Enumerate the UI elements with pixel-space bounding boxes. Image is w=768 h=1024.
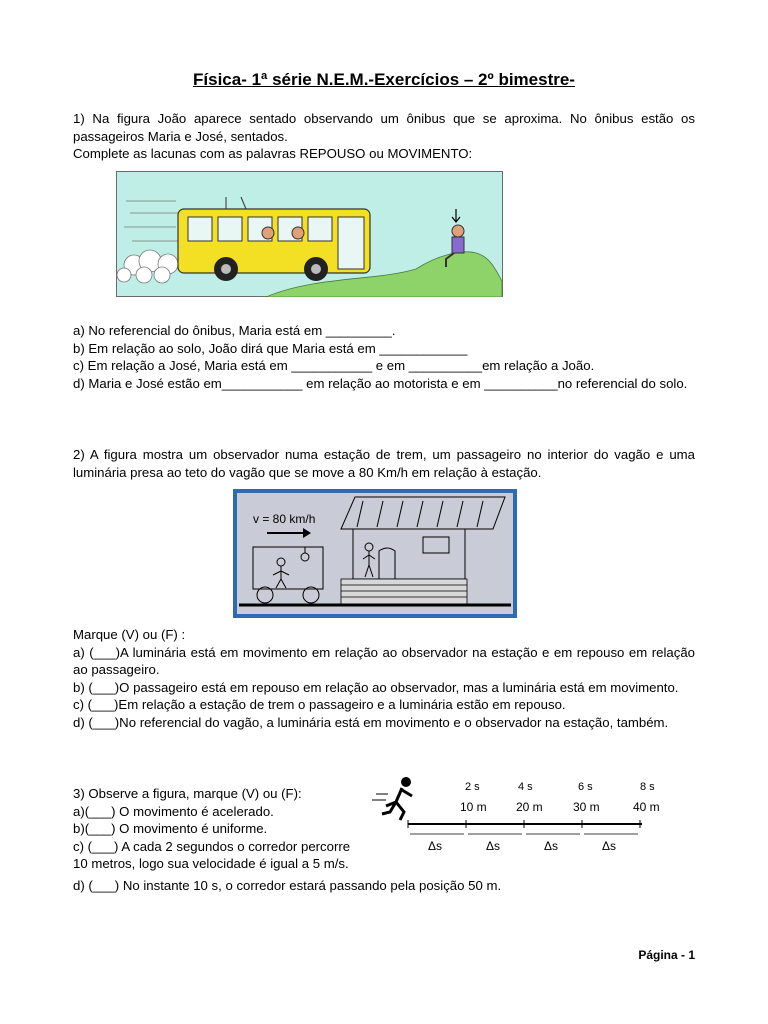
- bus: [178, 197, 370, 281]
- time-label-1: 2 s: [465, 781, 480, 793]
- time-label-4: 8 s: [640, 781, 655, 793]
- station-platform: [341, 579, 467, 605]
- q2-item-b: b) (___)O passageiro está em repouso em relação ao observador, mas a luminária está em movimento.: [73, 679, 679, 695]
- q3-item-b: b)(___) O movimento é uniforme.: [73, 821, 268, 836]
- interval-label-3: Δs: [544, 839, 559, 853]
- runner-figure: [368, 768, 684, 866]
- page-title: Física- 1ª série N.E.M.-Exercícios – 2º bimestre-: [193, 70, 575, 89]
- q2-item-d: d) (___)No referencial do vagão, a luminária está em movimento e o observador na estação, também.: [73, 714, 669, 730]
- q1-item-b: b) Em relação ao solo, João dirá que Maria está em ____________: [73, 340, 468, 356]
- position-label-4: 40 m: [633, 800, 660, 814]
- q2-item-a: a) (___)A luminária está em movimento em relação ao observador na estação e em repouso em relação ao passageiro.: [73, 644, 695, 677]
- q3-items: [73, 785, 373, 873]
- track-line: [408, 820, 642, 828]
- q1-intro: [73, 110, 695, 163]
- q3-item-d: d) (___) No instante 10 s, o corredor estará passando pela posição 50 m.: [73, 878, 502, 893]
- q3-item-d-wrap: [73, 877, 695, 895]
- runner: [372, 777, 412, 820]
- interval-label-4: Δs: [602, 839, 617, 853]
- q2-instruction: Marque (V) ou (F) :: [73, 627, 186, 642]
- position-label-1: 10 m: [460, 800, 487, 814]
- q1-instruction: Complete as lacunas com as palavras REPOUSO ou MOVIMENTO:: [73, 146, 473, 161]
- q3-item-c-cont: 10 metros, logo sua velocidade é igual a 5 m/s.: [73, 856, 349, 871]
- train-velocity-label: v = 80 km/h: [253, 512, 316, 526]
- q2-item-c: c) (___)Em relação a estação de trem o passageiro e a luminária estão em repouso.: [73, 697, 566, 712]
- q1-item-c: c) Em relação a José, Maria está em ___________ e em __________em relação a João.: [73, 358, 595, 373]
- q3-intro: 3) Observe a figura, marque (V) ou (F):: [73, 786, 302, 801]
- q1-intro-text: 1) Na figura João aparece sentado observando um ônibus que se aproxima. No ônibus estão os passageiros Maria e José, sentados.: [73, 111, 695, 144]
- bus-figure: [116, 171, 503, 297]
- interval-label-1: Δs: [428, 839, 443, 853]
- q1-items: [73, 322, 695, 392]
- position-label-2: 20 m: [516, 800, 543, 814]
- time-label-3: 6 s: [578, 781, 593, 793]
- q3-item-a: a)(___) O movimento é acelerado.: [73, 803, 274, 819]
- interval-label-2: Δs: [486, 839, 501, 853]
- q2-intro-text: 2) A figura mostra um observador numa estação de trem, um passageiro no interior do vagão e uma luminária presa ao teto do vagão que se move a 80 Km/h em relação à estação.: [73, 447, 695, 480]
- q2-intro: [73, 446, 695, 481]
- train-figure: [233, 489, 517, 618]
- q2-items: [73, 626, 695, 731]
- time-label-2: 4 s: [518, 781, 533, 793]
- page-number: Página - 1: [638, 948, 695, 962]
- q1-item-d: d) Maria e José estão em___________ em relação ao motorista e em __________no referencial do solo.: [73, 375, 688, 391]
- q3-item-c: c) (___) A cada 2 segundos o corredor percorre: [73, 838, 351, 854]
- q1-item-a: a) No referencial do ônibus, Maria está em _________.: [73, 323, 396, 338]
- position-label-3: 30 m: [573, 800, 600, 814]
